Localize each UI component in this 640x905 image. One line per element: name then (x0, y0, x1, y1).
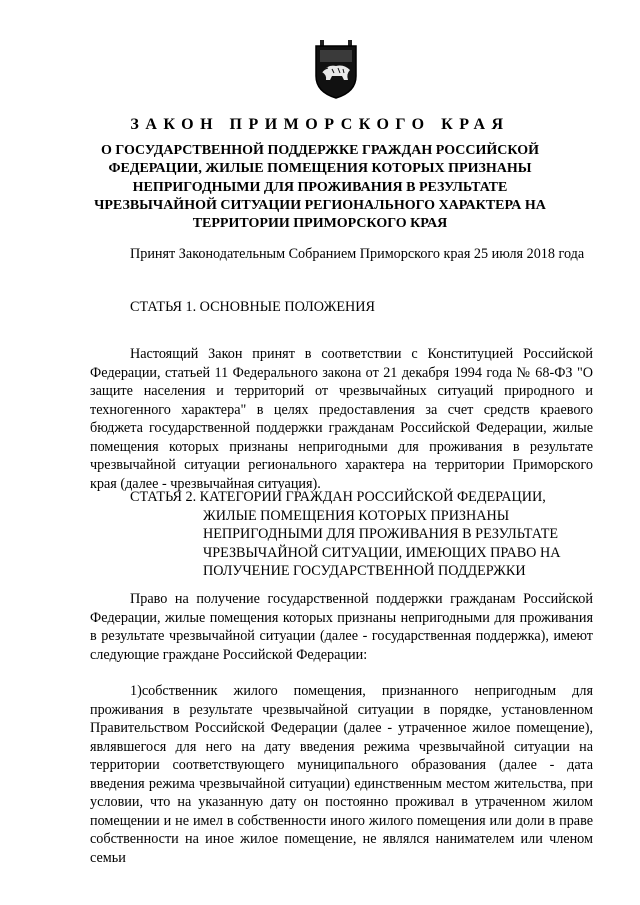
article-1-text: Настоящий Закон принят в соответствии с Конституцией Российской Федерации, статьей 11 Федерального закона от 21 декабря 1994 года № 68-ФЗ "О защите населения и территорий от чрезвычайных ситуаций природного и техногенного характера" в целях предоставления за счет средств краевого бюджета государственной поддержки гражданам Российской Федерации, жилые помещения которых признаны непригодными для проживания в результате чрезвычайной ситуации регионального характера на территории Приморского края (далее - чрезвычайная ситуация). (90, 346, 593, 492)
article-2-heading-rest: ЖИЛЫЕ ПОМЕЩЕНИЯ КОТОРЫХ ПРИЗНАНЫ НЕПРИГОДНЫМИ ДЛЯ ПРОЖИВАНИЯ В РЕЗУЛЬТАТЕ ЧРЕЗВЫЧАЙНОЙ СИТУАЦИИ, ИМЕЮЩИХ ПРАВО НА ПОЛУЧЕНИЕ ГОСУДАРСТВЕННОЙ ПОДДЕРЖКИ (203, 507, 561, 579)
adoption-note: Принят Законодательным Собранием Приморского края 25 июля 2018 года (130, 246, 585, 262)
article-2-heading-first-line: СТАТЬЯ 2. КАТЕГОРИИ ГРАЖДАН РОССИЙСКОЙ ФЕДЕРАЦИИ, (130, 489, 546, 505)
primorsky-coat-of-arms-icon (310, 40, 362, 100)
article-2-intro: Право на получение государственной поддержки гражданам Российской Федерации, жилые помещения которых признаны непригодными для проживания в результате чрезвычайной ситуации (далее - государственная поддержка), имеют следующие граждане Российской Федерации: (90, 591, 593, 663)
law-subject-title: О ГОСУДАРСТВЕННОЙ ПОДДЕРЖКЕ ГРАЖДАН РОССИЙСКОЙ ФЕДЕРАЦИИ, ЖИЛЫЕ ПОМЕЩЕНИЯ КОТОРЫХ ПРИЗНАНЫ НЕПРИГОДНЫМИ ДЛЯ ПРОЖИВАНИЯ В РЕЗУЛЬТАТЕ ЧРЕЗВЫЧАЙНОЙ СИТУАЦИИ РЕГИОНАЛЬНОГО ХАРАКТЕРА НА ТЕРРИТОРИИ ПРИМОРСКОГО КРАЯ (94, 143, 546, 232)
article-1-heading: СТАТЬЯ 1. ОСНОВНЫЕ ПОЛОЖЕНИЯ (130, 299, 375, 315)
article-2-item-1: 1)собственник жилого помещения, признанного непригодным для проживания в результате чрезвычайной ситуации в порядке, установленном Правительством Российской Федерации (далее - утраченное жилое помещение), являвшегося для него на дату введения режима чрезвычайной ситуации на территории соответствующего муниципального образования (далее - дата введения режима чрезвычайной ситуации) единственным местом жительства, при условии, что на указанную дату он постоянно проживал в утраченном жилом помещении и не имел в собственности иного жилого помещения или доли в праве собственности на иное жилое помещение, не являлся нанимателем или членом семьи (90, 683, 593, 866)
law-title: ЗАКОН ПРИМОРСКОГО КРАЯ (130, 116, 510, 133)
article-2-heading (130, 488, 600, 581)
